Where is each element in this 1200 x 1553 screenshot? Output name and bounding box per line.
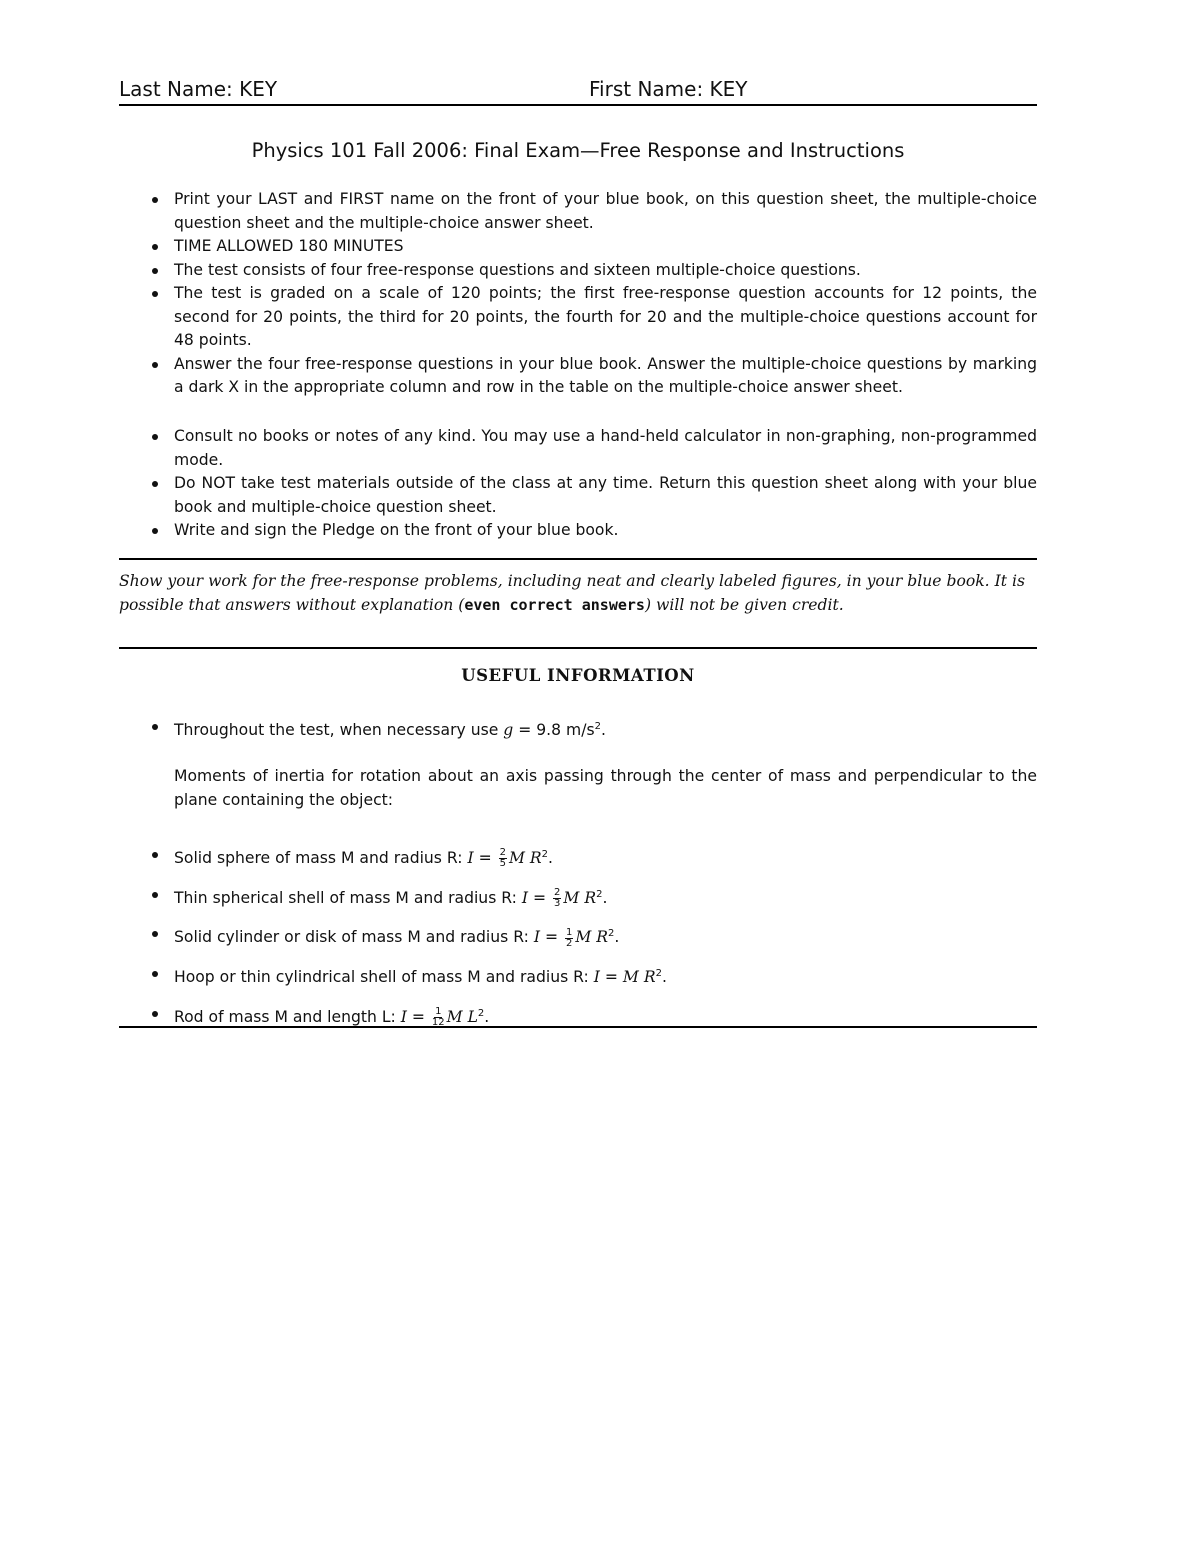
list-item: TIME ALLOWED 180 MINUTES bbox=[119, 235, 1037, 259]
list-item: The test consists of four free-response questions and sixteen multiple-choice questions. bbox=[119, 259, 1037, 283]
instructions-list bbox=[119, 188, 1037, 400]
page-title: Physics 101 Fall 2006: Final Exam—Free Response and Instructions bbox=[251, 139, 905, 162]
note-emphasis: even correct answers bbox=[464, 595, 645, 614]
bullet-icon bbox=[152, 971, 158, 977]
footer-rule bbox=[119, 1026, 1037, 1028]
fraction: $\frac{2}{5}$ bbox=[499, 847, 506, 870]
bullet-icon bbox=[152, 724, 158, 730]
list-item: Print your LAST and FIRST name on the front of your blue book, on this question sheet, the multiple-choice question sheet and the multiple-choice answer sheet. bbox=[119, 188, 1037, 235]
fraction: $\frac{1}{12}$ bbox=[431, 1005, 445, 1028]
first-name-label: First Name: KEY bbox=[589, 77, 748, 101]
rules-list bbox=[119, 425, 1037, 543]
bullet-icon bbox=[152, 528, 158, 534]
fraction: $\frac{1}{2}$ bbox=[565, 926, 573, 949]
bullet-icon bbox=[152, 244, 158, 250]
useful-info-heading: USEFUL INFORMATION bbox=[461, 666, 695, 685]
moments-intro: Moments of inertia for rotation about an axis passing through the center of mass and perpendicular to the plane containing the object: bbox=[174, 767, 1037, 809]
bullet-icon bbox=[152, 892, 158, 898]
list-item: Thin spherical shell of mass M and radius R: I = $\frac{2}{3}$ M $R^2$. bbox=[119, 883, 1037, 911]
work-note: Show your work for the free-response problems, including neat and clearly labeled figures, in your blue book. It is possible that answers without explanation (even correct answers) will not be given credit. bbox=[119, 572, 1025, 614]
list-item: The test is graded on a scale of 120 points; the first free-response question accounts for 12 points, the second for 20 points, the third for 20 points, the fourth for 20 and the multiple-choice questions account for 48 points. bbox=[119, 282, 1037, 353]
list-item: Solid cylinder or disk of mass M and radius R: I = $\frac{1}{2}$ M $R^2$. bbox=[119, 922, 1037, 950]
bullet-icon bbox=[152, 481, 158, 487]
instructions-rule bbox=[119, 558, 1037, 560]
bullet-icon bbox=[152, 1011, 158, 1017]
list-item: Write and sign the Pledge on the front of your blue book. bbox=[119, 519, 1037, 543]
list-item: Do NOT take test materials outside of the class at any time. Return this question sheet along with your blue book and multiple-choice question sheet. bbox=[119, 472, 1037, 519]
last-name-label: Last Name: KEY bbox=[119, 77, 278, 101]
bullet-icon bbox=[152, 362, 158, 368]
list-item: Answer the four free-response questions in your blue book. Answer the multiple-choice questions by marking a dark X in the appropriate column and row in the table on the multiple-choice answer sheet. bbox=[119, 353, 1037, 400]
fraction: $\frac{2}{3}$ bbox=[554, 886, 561, 909]
bullet-icon bbox=[152, 291, 158, 297]
list-item: Solid sphere of mass M and radius R: I = $\frac{2}{5}$ M $R^2$. bbox=[119, 843, 1037, 871]
list-item: Consult no books or notes of any kind. You may use a hand-held calculator in non-graphing, non-programmed mode. bbox=[119, 425, 1037, 472]
list-item: Throughout the test, when necessary use g = 9.8 $m/s^2$. bbox=[119, 715, 1037, 743]
list-item: Hoop or thin cylindrical shell of mass M and radius R: I = M $R^2$. bbox=[119, 962, 1037, 990]
bullet-icon bbox=[152, 197, 158, 203]
gravity-list bbox=[119, 715, 1037, 743]
note-rule bbox=[119, 647, 1037, 649]
list-item: Rod of mass M and length L: I = $\frac{1}{12}$ M $L^2$. bbox=[119, 1002, 1037, 1030]
bullet-icon bbox=[152, 852, 158, 858]
bullet-icon bbox=[152, 931, 158, 937]
header-rule bbox=[119, 104, 1037, 106]
moments-list bbox=[119, 843, 1037, 1029]
bullet-icon bbox=[152, 268, 158, 274]
bullet-icon bbox=[152, 434, 158, 440]
